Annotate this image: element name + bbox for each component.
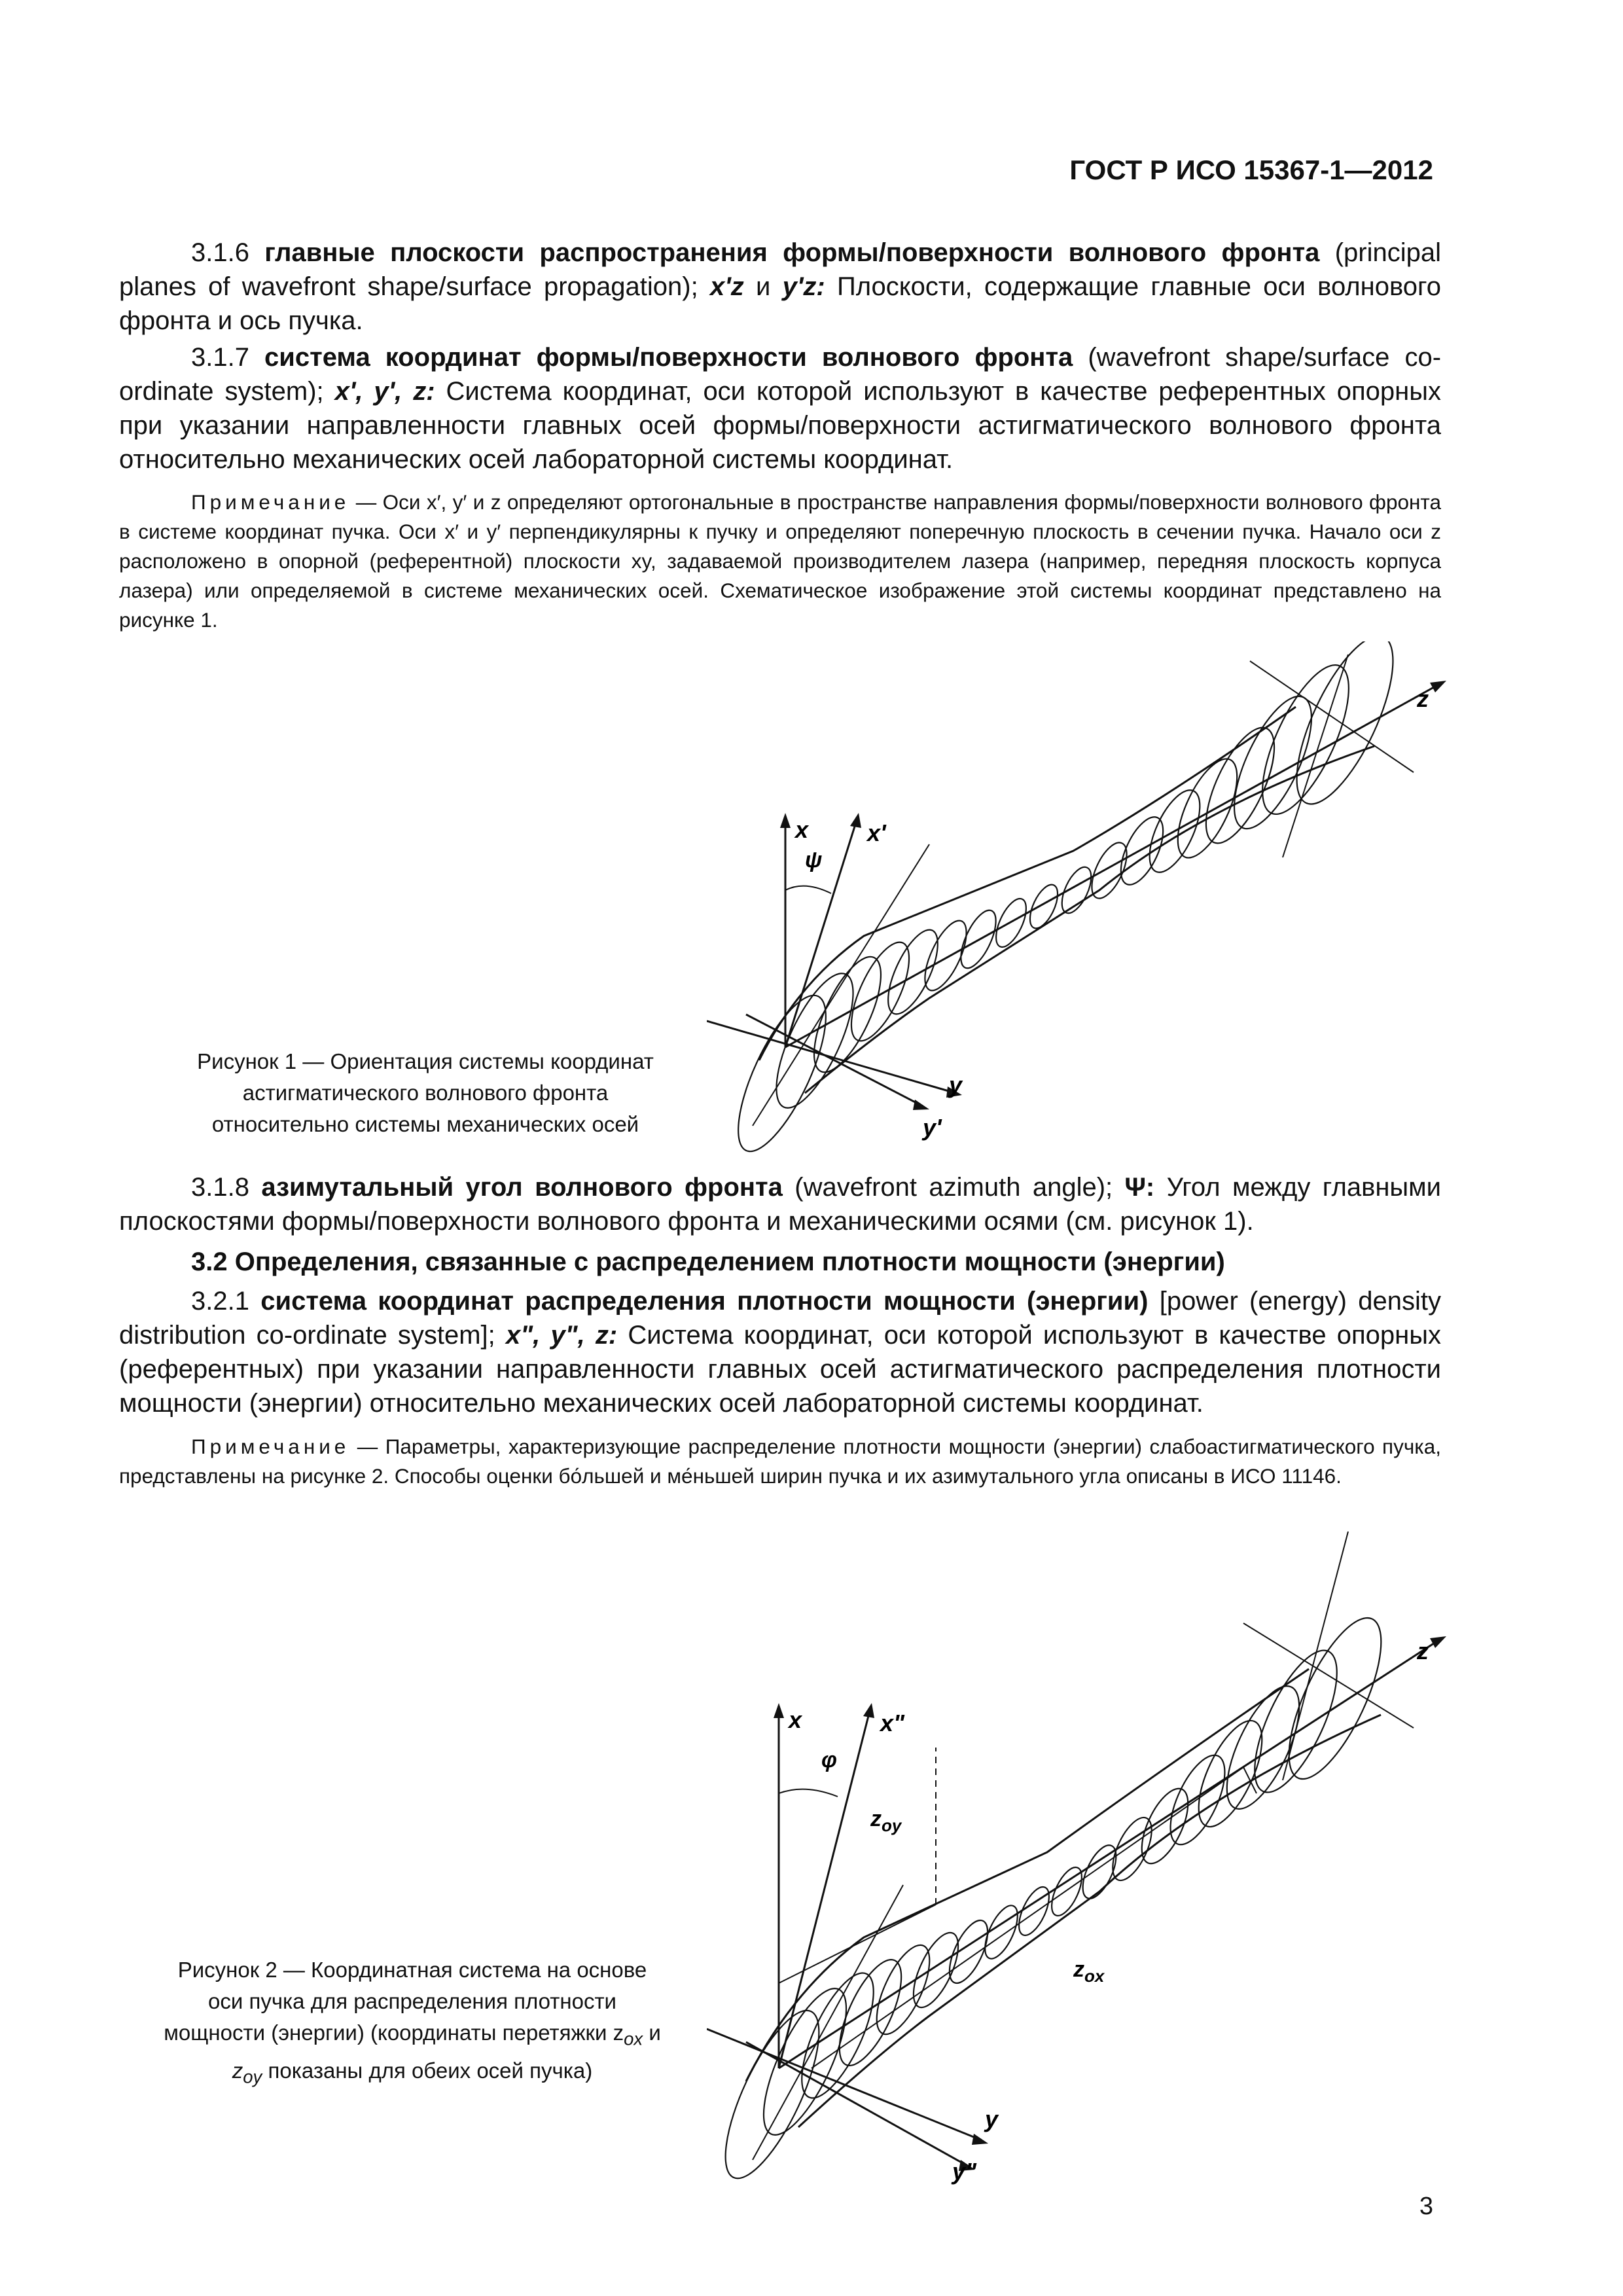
definition-3-1-7: 3.1.7 система координат формы/поверхности волнового фронта (wavefront shape/surface co-ordinate system); x', y', z: Система координат, оси которой используют в качестве референтных опорных при указании направленности главных осей формы/поверхности астигматического волнового фронта относительно механических осей лабораторной системы координат. xyxy=(119,343,1442,474)
section-heading-3-2: 3.2 Определения, связанные с распределением плотности мощности (энергии) xyxy=(191,1247,1225,1276)
axis-label-x: x xyxy=(789,1706,802,1733)
page-number: 3 xyxy=(1419,2193,1433,2220)
figure-2-caption: Рисунок 2 — Координатная система на основе оси пучка для распределения плотности мощности (энергии) (координаты перетяжки $z_{ox}$ и $z_{oy}$ показаны для обеих осей пучка) xyxy=(164,1958,661,2087)
axis-label-y-prime: y' xyxy=(923,1114,942,1141)
definition-3-2-1-block xyxy=(119,1284,1441,1420)
note-label: Примечание xyxy=(191,1435,350,1458)
axis-label-x-prime: x' xyxy=(867,819,886,846)
axis-label-y: y xyxy=(985,2106,999,2132)
note-label: Примечание xyxy=(191,490,350,514)
document-header: ГОСТ Р ИСО 15367-1—2012 xyxy=(1069,154,1433,185)
figure-2-diagram xyxy=(707,1518,1492,2186)
angle-phi-label: φ xyxy=(821,1748,837,1772)
axis-label-y-double-prime: y" xyxy=(952,2158,977,2185)
axis-label-z: z xyxy=(1417,685,1429,712)
figure-1-caption: Рисунок 1 — Ориентация системы координат астигматического волнового фронта относительно системы механических осей xyxy=(197,1049,654,1136)
axis-label-x-double-prime: x" xyxy=(880,1710,905,1736)
term-3-1-6: главные плоскости распространения формы/поверхности волнового фронта xyxy=(264,238,1320,267)
note-1: Примечание — Оси x′, y′ и z определяют ортогональные в пространстве направления формы/поверхности волнового фронта в системе координат пучка. Оси x′ и y′ перпендикулярны к пучку и определяют поперечную плоскость в сечении пучка. Начало оси z расположено в опорной (референтной) плоскости xy, задаваемой производителем лазера (например, передняя плоскость корпуса лазера) или определяемой в системе механических осей. Схематическое изображение этой системы координат представлено на рисунке 1. xyxy=(119,490,1441,632)
term-3-2-1: система координат распределения плотности мощности (энергии) xyxy=(260,1287,1149,1316)
figure-1-diagram xyxy=(707,641,1492,1158)
note-2: Примечание — Параметры, характеризующие распределение плотности мощности (энергии) слабоастигматического пучка, представлены на рисунке 2. Способы оценки бо́льшей и ме́ньшей ширин пучка и их азимутального угла описаны в ИСО 11146. xyxy=(119,1435,1441,1488)
definitions-block-1 xyxy=(119,236,1441,476)
dimension-label-zoy: $z_{oy}$ xyxy=(870,1806,902,1835)
angle-psi-label: ψ xyxy=(805,848,823,872)
definition-3-1-8-block xyxy=(119,1170,1441,1238)
term-3-1-7: система координат формы/поверхности волнового фронта xyxy=(264,343,1073,372)
definition-3-2-1: 3.2.1 система координат распределения плотности мощности (энергии) [power (energy) density distribution co-ordinate system]; x", y", z: Система координат, оси которой используют в качестве опорных (референтных) при указании направленности главных осей астигматического распределения плотности мощности (энергии) относительно механических осей лабораторной системы координат. xyxy=(119,1287,1442,1418)
term-3-1-8: азимутальный угол волнового фронта xyxy=(261,1173,783,1202)
dimension-label-zox: $z_{ox}$ xyxy=(1073,1957,1105,1986)
axis-label-z: z xyxy=(1417,1638,1429,1664)
axis-label-x: x xyxy=(795,816,809,843)
definition-3-1-6: 3.1.6 главные плоскости распространения формы/поверхности волнового фронта (principal planes of wavefront shape/surface propagation); x'z и y'z: Плоскости, содержащие главные оси волнового фронта и ось пучка. xyxy=(119,238,1441,335)
definition-3-1-8: 3.1.8 азимутальный угол волнового фронта (wavefront azimuth angle); Ψ: Угол между главными плоскостями формы/поверхности волнового фронта и механическими осями (см. рисунок 1). xyxy=(119,1173,1441,1236)
axis-label-y: y xyxy=(949,1071,963,1098)
